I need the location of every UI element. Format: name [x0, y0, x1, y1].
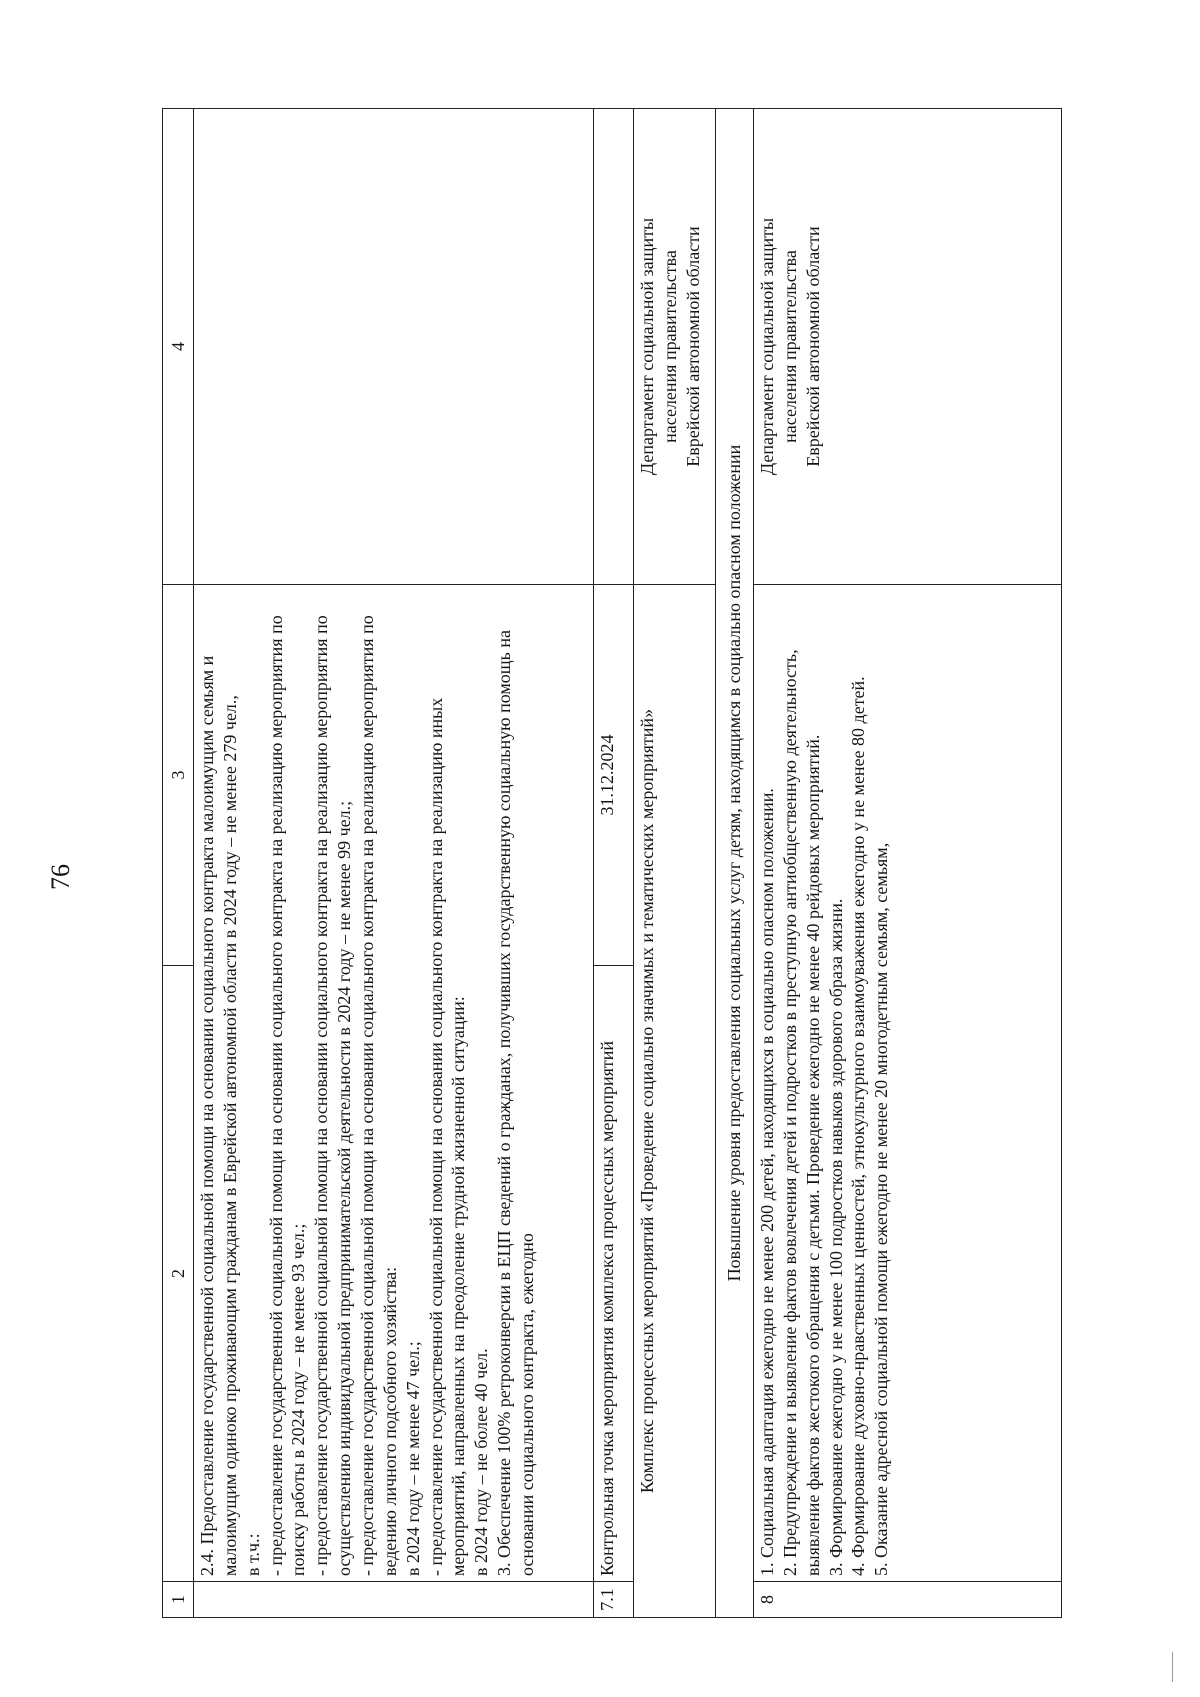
row-deadline: 31.12.2024: [594, 585, 634, 966]
text-line: в 2024 году – не менее 47 чел.;: [402, 1341, 423, 1576]
rotated-table-container: [162, 113, 1062, 1618]
row-number: 8: [754, 1582, 1062, 1618]
text-line: 5. Оказание адресной социальной помощи ежегодно не менее 20 многодетным семьям, семьям,: [871, 842, 892, 1576]
row-number: [194, 1582, 594, 1618]
text-line: - предоставление государственной социальной помощи на основании социального контракта на реализацию мероприятия по поиску работы в 2024 году – не менее 93 чел.;: [265, 615, 309, 1576]
text-line: - предоставление государственной социальной помощи на основании социального контракта на реализацию мероприятия по ведению личного подсобного хозяйства:: [357, 615, 400, 1576]
text-line: 2. Предупреждение и выявление фактов вовлечения детей и подростков в преступную антиобщественную деятельность, выявление фактов жестокого обращения с детьми. Проведение ежегодно не менее 40 рейдовых мероприятий.: [779, 649, 823, 1576]
text-line: 3. Обеспечение 100% ретроконверсии в ЕЦП сведений о гражданах, получивших государственную социальную помощь на основании социального контракта, ежегодно: [494, 630, 538, 1576]
text-line: Департамент социальной защиты: [637, 217, 657, 476]
table-row: [754, 109, 1062, 1618]
header-col-2: 2: [163, 966, 194, 1582]
table-row: [194, 109, 594, 1618]
row-responsible: [594, 109, 634, 585]
program-table: [162, 108, 1062, 1618]
text-line: 3. Формирование ежегодно у не менее 100 подростков навыков здорового образа жизни.: [825, 898, 846, 1576]
row-description: [194, 585, 594, 1582]
text-line: в 2024 году – не более 40 чел.: [471, 1348, 492, 1576]
text-line: Департамент социальной защиты: [757, 217, 777, 476]
header-col-4: 4: [163, 109, 194, 585]
row-responsible: [754, 109, 1062, 585]
text-line: 1. Социальная адаптация ежегодно не менее 200 детей, находящихся в социально опасном положении.: [757, 788, 777, 1576]
task-title: Повышение уровня предоставления социальных услуг детям, находящимся в социально опасном положении: [716, 109, 754, 1618]
text-line: 4. Формирование духовно-нравственных ценностей, этнокультурного взаимоуважения ежегодно у не менее 80 детей.: [848, 676, 869, 1576]
header-col-3: 3: [163, 585, 194, 966]
table-row: [594, 109, 634, 1618]
header-col-1: 1: [163, 1582, 194, 1618]
row-number: 7.1: [594, 1582, 634, 1618]
footer-code: [1089, 0, 1111, 336]
text-line: населения правительства: [779, 250, 800, 443]
text-line: 2.4. Предоставление государственной социальной помощи на основании социального контракта малоимущим семьям и малоимущим одиноко проживающим гражданам в Еврейской автономной области в 2024 году – не менее 279 чел.,: [197, 655, 240, 1576]
scan-edge-mark: [1172, 1652, 1173, 1682]
page-number: 76: [46, 864, 75, 890]
row-description: [754, 585, 1062, 1582]
row-description: Контрольная точка мероприятия комплекса процессных мероприятий: [594, 966, 634, 1582]
text-line: - предоставление государственной социальной помощи на основании социального контракта на реализацию мероприятия по осуществлению индивидуальной предпринимательской деятельности в 2024 году – не менее 99 чел.;: [311, 615, 355, 1576]
table-header-row: [163, 109, 194, 1618]
text-line: населения правительства: [659, 250, 680, 443]
row-responsible: [194, 109, 594, 585]
process-complex-title: Комплекс процессных мероприятий «Проведение социально значимых и тематических мероприятий»: [634, 585, 716, 1618]
row-responsible: [634, 109, 716, 585]
text-line: в т.ч.:: [242, 1533, 263, 1576]
text-line: - предоставление государственной социальной помощи на основании социального контракта на реализацию иных мероприятий, направленных на преодоление трудной жизненной ситуации:: [425, 697, 469, 1576]
text-line: Еврейской автономной области: [802, 226, 823, 467]
table-row: [634, 109, 716, 1618]
table-row: [716, 109, 754, 1618]
text-line: Еврейской автономной области: [682, 226, 703, 467]
